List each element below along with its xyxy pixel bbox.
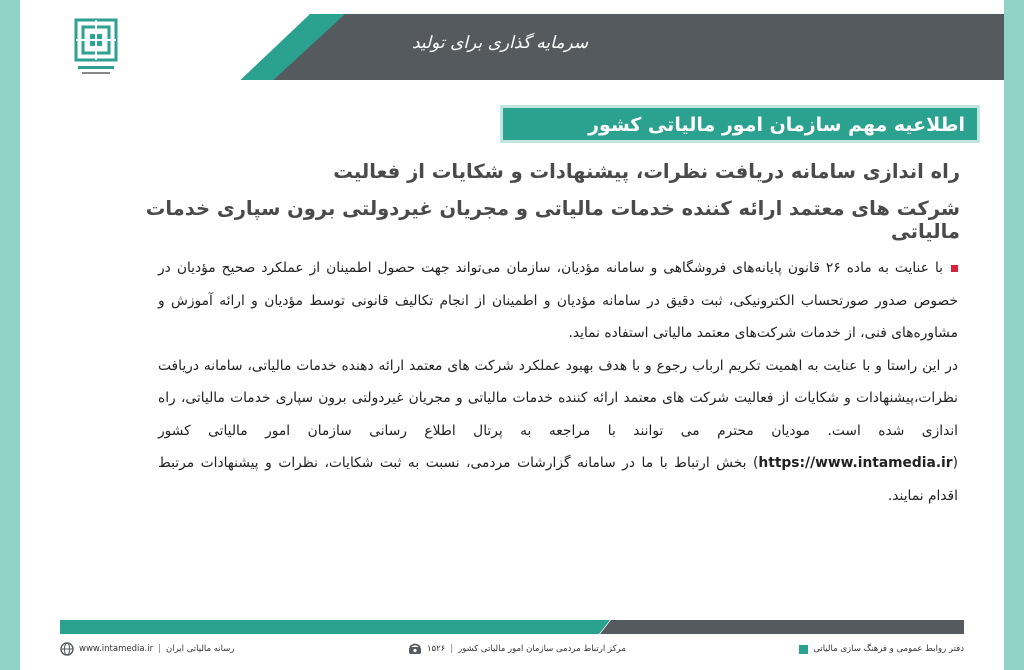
header-slogan: سرمایه گذاری برای تولید <box>411 33 589 53</box>
globe-icon <box>60 642 74 656</box>
footer-media-label: رسانه مالیاتی ایران <box>165 644 235 654</box>
footer-phone[interactable]: ۱۵۲۶ <box>426 644 446 654</box>
footer-accent <box>60 620 610 634</box>
tax-organization-logo-icon <box>72 18 120 78</box>
portal-link[interactable]: https://www.intamedia.ir <box>758 455 953 471</box>
announcement-body <box>158 252 958 512</box>
bullet-icon <box>951 265 958 272</box>
page-title: اطلاعیه مهم سازمان امور مالیاتی کشور <box>500 105 980 143</box>
square-icon <box>799 645 808 654</box>
footer-office-label: دفتر روابط عمومی و فرهنگ سازی مالیاتی <box>813 644 964 654</box>
footer-call-center-label: مرکز ارتباط مردمی سازمان امور مالیاتی کشور <box>458 644 626 654</box>
footer-media: رسانه مالیاتی ایران | www.intamedia.ir <box>60 642 235 656</box>
footer-office <box>799 644 964 654</box>
footer <box>60 636 964 662</box>
footer-website[interactable]: www.intamedia.ir <box>79 644 154 654</box>
footer-band <box>600 620 964 634</box>
phone-icon <box>408 642 422 656</box>
paragraph-1-text: با عنایت به ماده ۲۶ قانون پایانه‌های فروشگاهی و سامانه مؤدیان، سازمان می‌تواند جهت حصول اطمینان از عملکرد صحیح مؤدیان در خصوص صدور صورتحساب الکترونیکی، ثبت دقیق در سامانه مؤدیان و اطمینان از انجام تکالیف قانونی توسط مؤدیان و ارائه آموزش و مشاوره‌های فنی، از خدمات شرکت‌های معتمد مالیاتی استفاده نماید. <box>158 260 958 341</box>
paragraph-2 <box>158 350 958 513</box>
subtitle-line-2: شرکت های معتمد ارائه کننده خدمات مالیاتی و مجریان غیردولتی برون سپاری خدمات مالیاتی <box>145 197 960 243</box>
paragraph-1 <box>158 252 958 350</box>
paragraph-2-text-b: ) بخش ارتباط با ما در سامانه گزارشات مردمی، نسبت به ثبت شکایات، نظرات و پیشنهادات مرتبط اقدام نمایند. <box>158 455 958 504</box>
subtitle-line-1: راه اندازی سامانه دریافت نظرات، پیشنهادات و شکایات از فعالیت <box>333 160 960 183</box>
announcement-page <box>20 0 1004 670</box>
paragraph-2-text-a: در این راستا و با عنایت به اهمیت تکریم ارباب رجوع و با هدف بهبود عملکرد شرکت های معتمد ارائه دهنده خدمات مالیاتی، سامانه دریافت نظرات،پیشنهادات و شکایات از فعالیت شرکت های معتمد ارائه کننده خدمات مالیاتی و مجریان غیردولتی برون سپاری خدمات مالیاتی، راه اندازی شده است. مودیان محترم می توانند با مراجعه به پرتال اطلاع رسانی سازمان امور مالیاتی کشور ( <box>158 357 958 471</box>
footer-call-center: مرکز ارتباط مردمی سازمان امور مالیاتی کشور | ۱۵۲۶ <box>408 642 626 656</box>
